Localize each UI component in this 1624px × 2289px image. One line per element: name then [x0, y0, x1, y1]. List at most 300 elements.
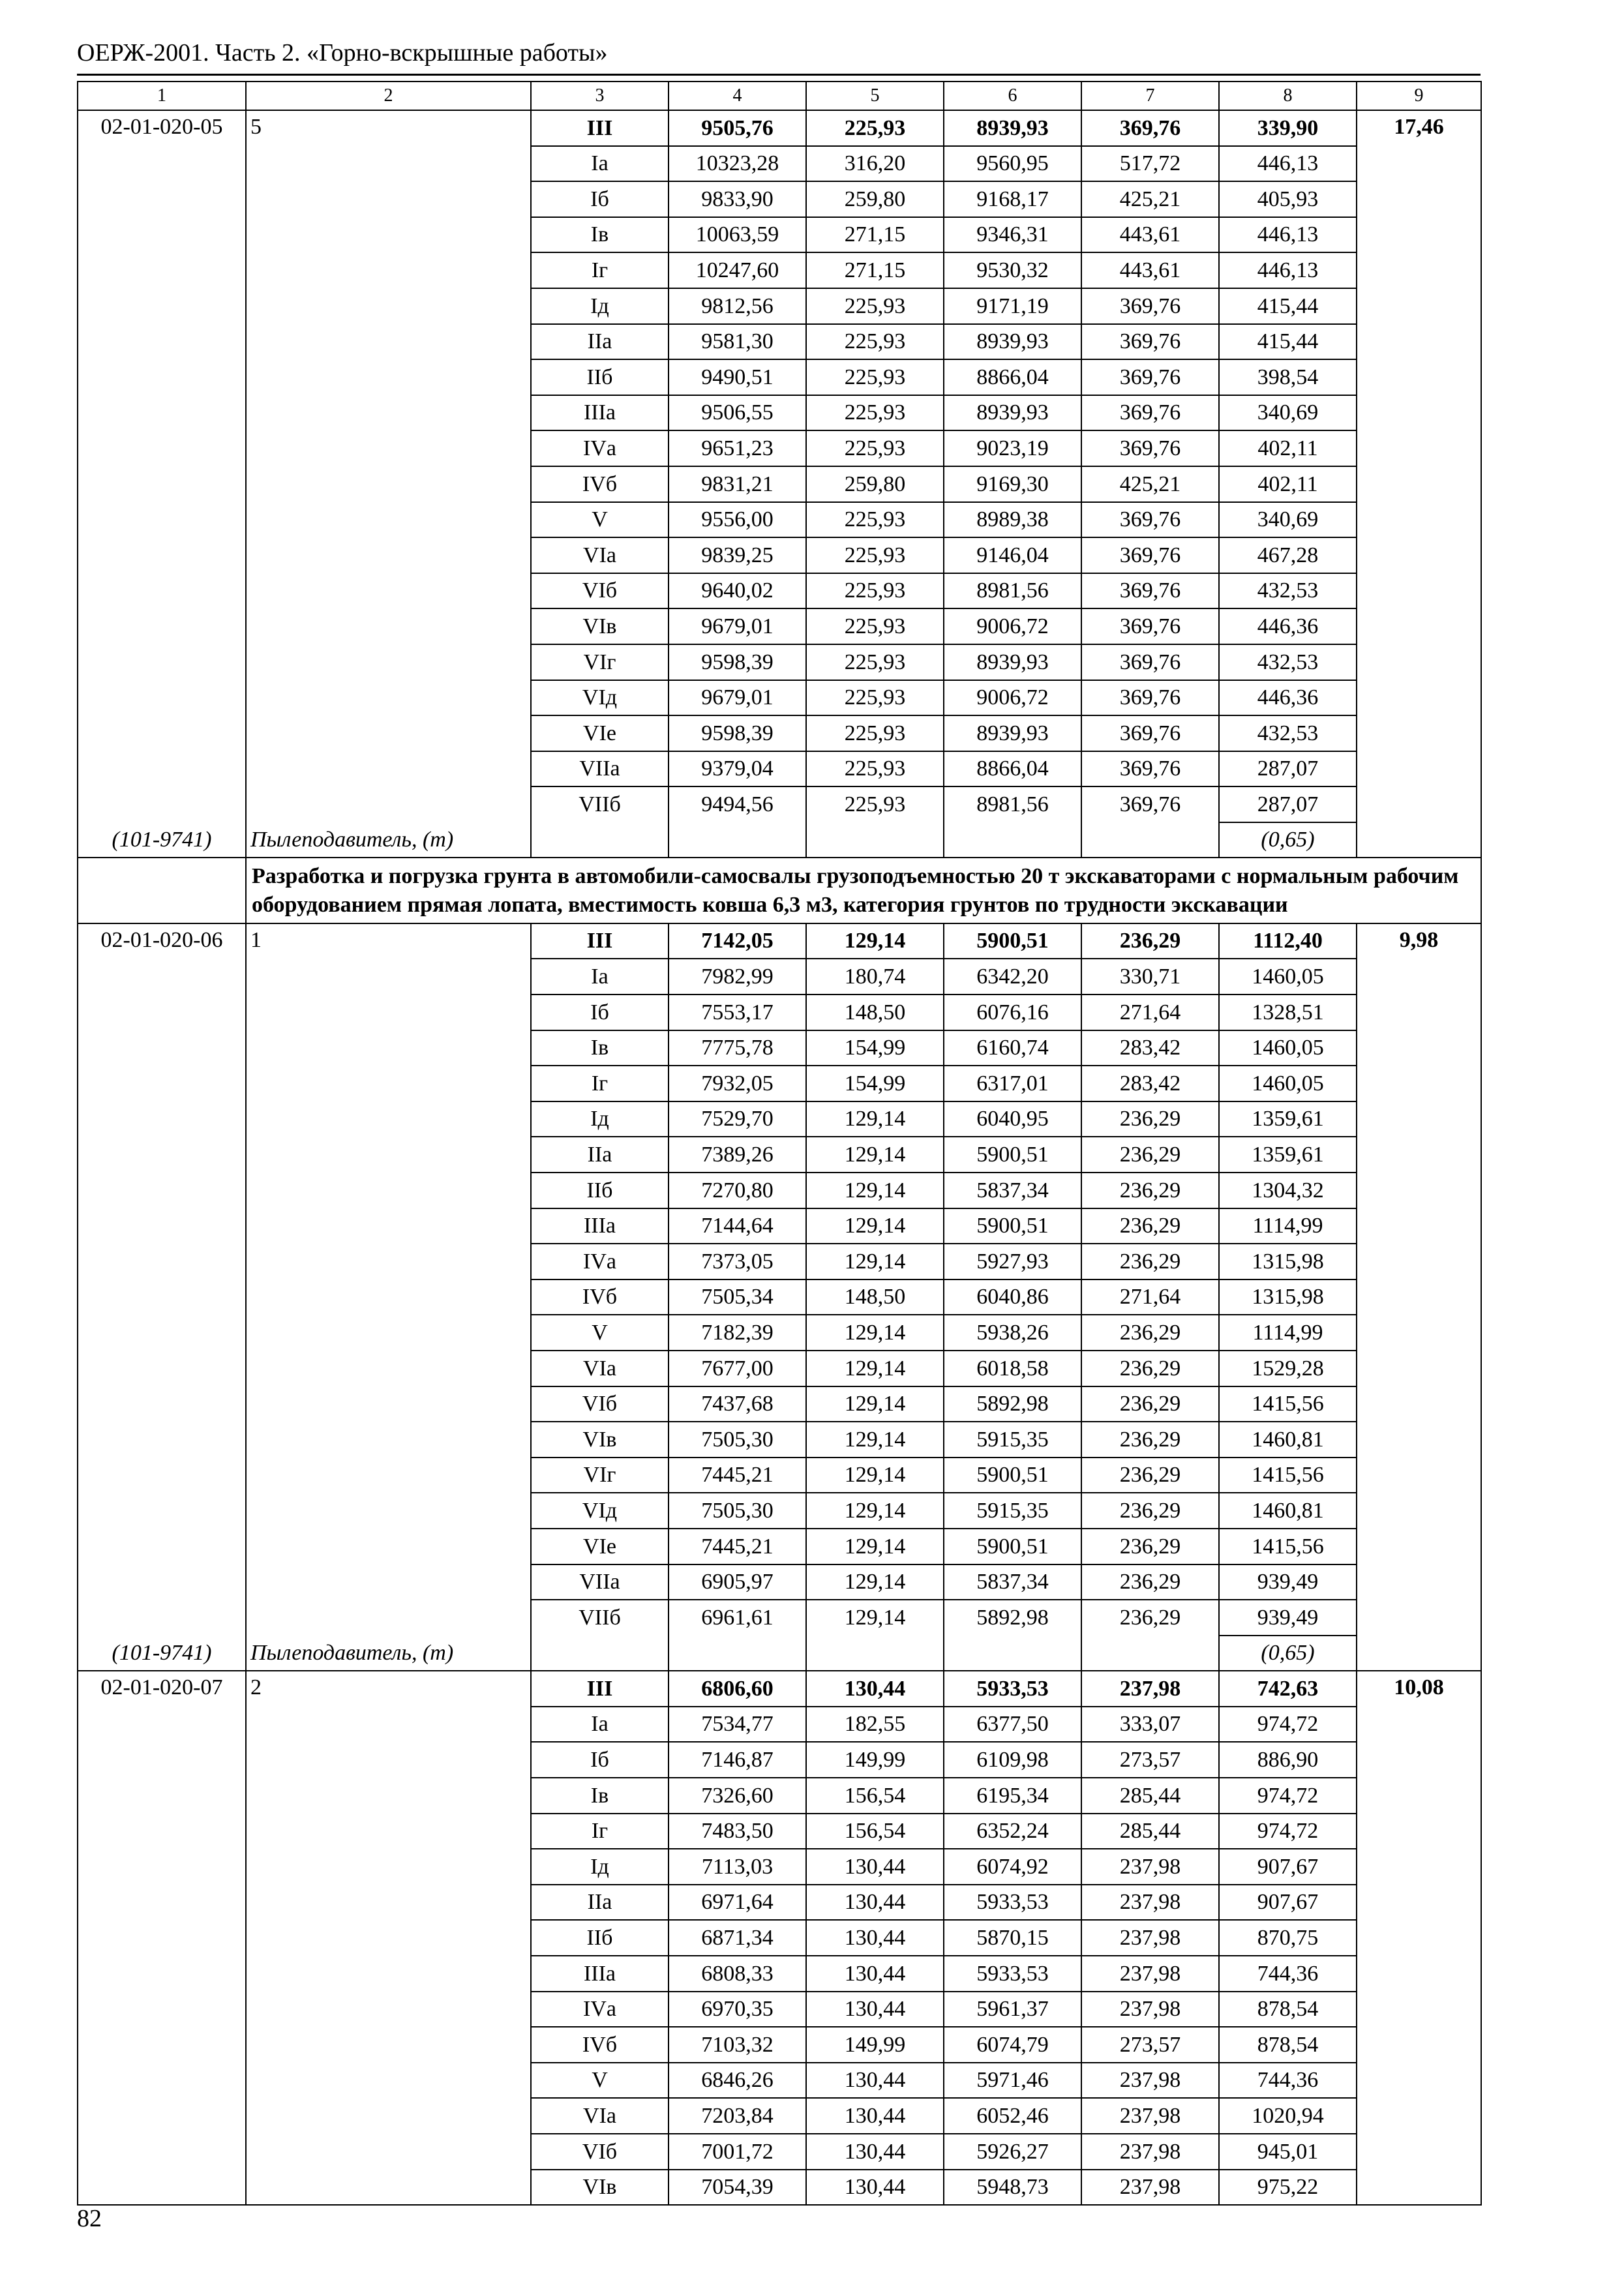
- rate-value: 340,69: [1219, 502, 1357, 538]
- rate-value: 236,29: [1081, 1529, 1219, 1564]
- rate-value: 129,14: [806, 1458, 944, 1493]
- rate-value: 432,53: [1219, 644, 1357, 680]
- rate-value: 7505,30: [669, 1493, 806, 1529]
- rate-value: 7113,03: [669, 1849, 806, 1885]
- rate-value: 5971,46: [944, 2063, 1081, 2099]
- soil-category: V: [531, 1315, 669, 1351]
- rate-value: 236,29: [1081, 1493, 1219, 1529]
- rate-value: 974,72: [1219, 1814, 1357, 1849]
- rate-value: 5915,35: [944, 1493, 1081, 1529]
- table-row: [78, 1671, 1481, 1707]
- rate-value: 273,57: [1081, 2027, 1219, 2063]
- rate-column-9: 17,46: [1357, 110, 1481, 858]
- rate-value: 225,93: [806, 395, 944, 431]
- rate-value: 7437,68: [669, 1386, 806, 1422]
- rate-value: 9812,56: [669, 288, 806, 324]
- rate-value: 225,93: [806, 786, 944, 822]
- rate-value: 907,67: [1219, 1849, 1357, 1885]
- rate-value: 237,98: [1081, 2170, 1219, 2206]
- rate-value: 425,21: [1081, 466, 1219, 502]
- rate-value: 5900,51: [944, 1529, 1081, 1564]
- rate-value: 1114,99: [1219, 1315, 1357, 1351]
- rate-value: 443,61: [1081, 252, 1219, 288]
- rate-value: 129,14: [806, 1173, 944, 1208]
- rate-value: 446,36: [1219, 680, 1357, 716]
- rate-value: 446,13: [1219, 252, 1357, 288]
- rate-value: 129,14: [806, 1600, 944, 1636]
- rate-value: 7534,77: [669, 1707, 806, 1743]
- rate-value: 6342,20: [944, 959, 1081, 995]
- soil-category: VIе: [531, 1529, 669, 1564]
- rate-column-9: 9,98: [1357, 923, 1481, 1671]
- rate-value: 148,50: [806, 995, 944, 1030]
- rate-value: 130,44: [806, 2134, 944, 2170]
- rate-value: 130,44: [806, 1671, 944, 1707]
- rate-value: 369,76: [1081, 395, 1219, 431]
- rate-value: 398,54: [1219, 359, 1357, 395]
- rate-value: 5900,51: [944, 1208, 1081, 1244]
- rate-value: 7270,80: [669, 1173, 806, 1208]
- rate-value: 283,42: [1081, 1066, 1219, 1101]
- rate-value: 369,76: [1081, 537, 1219, 573]
- column-number: 5: [806, 82, 944, 110]
- soil-category: VIа: [531, 1351, 669, 1386]
- rate-value: 225,93: [806, 537, 944, 573]
- rate-value: 129,14: [806, 1386, 944, 1422]
- rate-value: 1328,51: [1219, 995, 1357, 1030]
- rate-value: 886,90: [1219, 1742, 1357, 1778]
- table-row: [78, 110, 1481, 146]
- column-number: 8: [1219, 82, 1357, 110]
- column-number: 7: [1081, 82, 1219, 110]
- rate-value: 402,11: [1219, 430, 1357, 466]
- rate-value: 237,98: [1081, 2063, 1219, 2099]
- rate-value: 1460,81: [1219, 1493, 1357, 1529]
- rate-item-number: 5: [246, 110, 531, 822]
- rate-value: 5926,27: [944, 2134, 1081, 2170]
- rate-value: 432,53: [1219, 573, 1357, 609]
- soil-category: Iв: [531, 217, 669, 253]
- rate-value: 974,72: [1219, 1778, 1357, 1814]
- soil-category: IIб: [531, 359, 669, 395]
- rate-item-number: 2: [246, 1671, 531, 2205]
- rate-value: 1315,98: [1219, 1279, 1357, 1315]
- rate-value: 6074,79: [944, 2027, 1081, 2063]
- rate-value: 6377,50: [944, 1707, 1081, 1743]
- rate-value: 283,42: [1081, 1030, 1219, 1066]
- dust-suppressant-name: Пылеподавитель, (т): [246, 1636, 531, 1671]
- rate-value: 7529,70: [669, 1101, 806, 1137]
- rate-value: 9839,25: [669, 537, 806, 573]
- rate-value: 9494,56: [669, 786, 806, 822]
- rate-value: 9505,76: [669, 110, 806, 146]
- rate-value: 236,29: [1081, 1600, 1219, 1636]
- rate-value: 271,15: [806, 217, 944, 253]
- rate-value: 225,93: [806, 608, 944, 644]
- rate-value: 129,14: [806, 1493, 944, 1529]
- rate-value: 1415,56: [1219, 1458, 1357, 1493]
- empty-cell: [531, 1636, 669, 1671]
- soil-category: IVб: [531, 2027, 669, 2063]
- rate-value: 130,44: [806, 2170, 944, 2206]
- section-description: Разработка и погрузка грунта в автомобили-самосвалы грузоподъемностью 20 т экскаваторами с нормальным рабочим оборудованием прямая лопата, вместимость ковша 6,3 м3, категория грунтов по трудности экскавации: [246, 858, 1481, 923]
- rate-value: 225,93: [806, 644, 944, 680]
- rate-value: 1020,94: [1219, 2098, 1357, 2134]
- rate-value: 9171,19: [944, 288, 1081, 324]
- rate-value: 6195,34: [944, 1778, 1081, 1814]
- rate-value: 9598,39: [669, 715, 806, 751]
- soil-category: IVб: [531, 1279, 669, 1315]
- rate-value: 9346,31: [944, 217, 1081, 253]
- empty-cell: [944, 1636, 1081, 1671]
- rate-value: 1304,32: [1219, 1173, 1357, 1208]
- rate-value: 9598,39: [669, 644, 806, 680]
- dust-suppressant-code: (101-9741): [78, 822, 246, 858]
- rate-value: 5933,53: [944, 1671, 1081, 1707]
- rate-value: 7144,64: [669, 1208, 806, 1244]
- empty-cell: [806, 1636, 944, 1671]
- rate-value: 225,93: [806, 751, 944, 787]
- rate-value: 236,29: [1081, 1137, 1219, 1173]
- rate-value: 6160,74: [944, 1030, 1081, 1066]
- rate-value: 878,54: [1219, 1992, 1357, 2027]
- rate-value: 237,98: [1081, 1885, 1219, 1921]
- rate-value: 415,44: [1219, 324, 1357, 360]
- rate-value: 10323,28: [669, 146, 806, 182]
- rate-value: 225,93: [806, 324, 944, 360]
- rate-value: 6871,34: [669, 1920, 806, 1956]
- rate-value: 8939,93: [944, 644, 1081, 680]
- rate-code: 02-01-020-07: [78, 1671, 246, 2205]
- soil-category: VIв: [531, 2170, 669, 2206]
- rate-value: 402,11: [1219, 466, 1357, 502]
- rate-value: 129,14: [806, 1315, 944, 1351]
- column-number: 1: [78, 82, 246, 110]
- rate-value: 154,99: [806, 1030, 944, 1066]
- rate-value: 9651,23: [669, 430, 806, 466]
- rate-value: 130,44: [806, 1956, 944, 1992]
- rate-value: 7142,05: [669, 923, 806, 959]
- rate-value: 6971,64: [669, 1885, 806, 1921]
- rate-value: 237,98: [1081, 1956, 1219, 1992]
- rate-value: 225,93: [806, 715, 944, 751]
- rate-value: 148,50: [806, 1279, 944, 1315]
- rate-value: 259,80: [806, 181, 944, 217]
- soil-category: III: [531, 923, 669, 959]
- rate-value: 369,76: [1081, 751, 1219, 787]
- rate-value: 129,14: [806, 1351, 944, 1386]
- rate-value: 6806,60: [669, 1671, 806, 1707]
- soil-category: IIа: [531, 324, 669, 360]
- rate-value: 425,21: [1081, 181, 1219, 217]
- rate-value: 7483,50: [669, 1814, 806, 1849]
- soil-category: Iб: [531, 995, 669, 1030]
- header-divider: [77, 74, 1481, 76]
- rate-value: 870,75: [1219, 1920, 1357, 1956]
- rate-value: 236,29: [1081, 1208, 1219, 1244]
- rate-value: 129,14: [806, 1422, 944, 1458]
- rate-value: 9560,95: [944, 146, 1081, 182]
- soil-category: VIа: [531, 537, 669, 573]
- rate-value: 287,07: [1219, 786, 1357, 822]
- empty-cell: [669, 1636, 806, 1671]
- rate-value: 130,44: [806, 1920, 944, 1956]
- rate-value: 236,29: [1081, 1422, 1219, 1458]
- rate-value: 6846,26: [669, 2063, 806, 2099]
- soil-category: Iв: [531, 1778, 669, 1814]
- rate-value: 271,64: [1081, 995, 1219, 1030]
- rate-value: 271,15: [806, 252, 944, 288]
- rate-item-number: 1: [246, 923, 531, 1636]
- rate-value: 446,13: [1219, 146, 1357, 182]
- rate-value: 6076,16: [944, 995, 1081, 1030]
- rate-value: 5837,34: [944, 1173, 1081, 1208]
- rate-value: 7146,87: [669, 1742, 806, 1778]
- soil-category: IVа: [531, 1244, 669, 1279]
- rate-value: 237,98: [1081, 2134, 1219, 2170]
- rate-value: 225,93: [806, 680, 944, 716]
- page-title: ОЕРЖ-2001. Часть 2. «Горно-вскрышные работы»: [77, 39, 608, 67]
- rate-value: 369,76: [1081, 110, 1219, 146]
- rate-value: 1415,56: [1219, 1386, 1357, 1422]
- soil-category: Iд: [531, 288, 669, 324]
- rate-value: 369,76: [1081, 715, 1219, 751]
- rate-value: 945,01: [1219, 2134, 1357, 2170]
- rate-value: 1114,99: [1219, 1208, 1357, 1244]
- rate-value: 129,14: [806, 923, 944, 959]
- rate-value: 1112,40: [1219, 923, 1357, 959]
- rate-value: 285,44: [1081, 1814, 1219, 1849]
- rate-value: 7982,99: [669, 959, 806, 995]
- rate-value: 236,29: [1081, 1351, 1219, 1386]
- soil-category: VIб: [531, 1386, 669, 1422]
- rate-value: 129,14: [806, 1529, 944, 1564]
- rate-value: 154,99: [806, 1066, 944, 1101]
- rate-value: 129,14: [806, 1137, 944, 1173]
- soil-category: VIб: [531, 573, 669, 609]
- rate-value: 236,29: [1081, 1458, 1219, 1493]
- soil-category: IIIа: [531, 395, 669, 431]
- rate-value: 7373,05: [669, 1244, 806, 1279]
- soil-category: VIв: [531, 608, 669, 644]
- rate-value: 369,76: [1081, 288, 1219, 324]
- rate-value: 236,29: [1081, 1101, 1219, 1137]
- rate-value: 7103,32: [669, 2027, 806, 2063]
- empty-cell: [78, 858, 246, 923]
- rate-value: 8939,93: [944, 395, 1081, 431]
- rate-value: 9168,17: [944, 181, 1081, 217]
- rate-value: 975,22: [1219, 2170, 1357, 2206]
- soil-category: IIб: [531, 1173, 669, 1208]
- rate-value: 9833,90: [669, 181, 806, 217]
- rate-value: 1460,81: [1219, 1422, 1357, 1458]
- rate-value: 10063,59: [669, 217, 806, 253]
- soil-category: VIIа: [531, 1564, 669, 1600]
- rate-value: 333,07: [1081, 1707, 1219, 1743]
- rate-value: 369,76: [1081, 680, 1219, 716]
- rate-value: 8939,93: [944, 715, 1081, 751]
- rate-value: 9379,04: [669, 751, 806, 787]
- rate-value: 5933,53: [944, 1885, 1081, 1921]
- column-number-row: [78, 82, 1481, 110]
- rate-value: 907,67: [1219, 1885, 1357, 1921]
- column-number: 9: [1357, 82, 1481, 110]
- rate-value: 1415,56: [1219, 1529, 1357, 1564]
- rate-value: 1359,61: [1219, 1101, 1357, 1137]
- soil-category: Iб: [531, 1742, 669, 1778]
- rate-value: 1315,98: [1219, 1244, 1357, 1279]
- rate-value: 316,20: [806, 146, 944, 182]
- rate-value: 369,76: [1081, 573, 1219, 609]
- rate-value: 9490,51: [669, 359, 806, 395]
- rate-value: 5938,26: [944, 1315, 1081, 1351]
- rate-value: 878,54: [1219, 2027, 1357, 2063]
- rate-value: 432,53: [1219, 715, 1357, 751]
- rate-value: 9146,04: [944, 537, 1081, 573]
- rate-value: 225,93: [806, 502, 944, 538]
- rate-value: 6074,92: [944, 1849, 1081, 1885]
- rate-value: 129,14: [806, 1564, 944, 1600]
- rate-value: 287,07: [1219, 751, 1357, 787]
- rate-value: 225,93: [806, 359, 944, 395]
- column-number: 2: [246, 82, 531, 110]
- rate-value: 7775,78: [669, 1030, 806, 1066]
- rate-value: 130,44: [806, 2063, 944, 2099]
- rate-value: 1529,28: [1219, 1351, 1357, 1386]
- rate-value: 236,29: [1081, 1315, 1219, 1351]
- soil-category: VIг: [531, 1458, 669, 1493]
- rate-value: 237,98: [1081, 2098, 1219, 2134]
- soil-category: Iа: [531, 1707, 669, 1743]
- soil-category: VIв: [531, 1422, 669, 1458]
- column-number: 4: [669, 82, 806, 110]
- rate-value: 285,44: [1081, 1778, 1219, 1814]
- rate-value: 7445,21: [669, 1458, 806, 1493]
- rate-value: 9169,30: [944, 466, 1081, 502]
- rate-value: 7505,34: [669, 1279, 806, 1315]
- rate-value: 8866,04: [944, 751, 1081, 787]
- soil-category: Iв: [531, 1030, 669, 1066]
- rate-value: 369,76: [1081, 786, 1219, 822]
- empty-cell: [1081, 1636, 1219, 1671]
- rate-value: 7182,39: [669, 1315, 806, 1351]
- dust-suppressant-row: [78, 1636, 1481, 1671]
- rate-value: 237,98: [1081, 1849, 1219, 1885]
- rate-value: 5900,51: [944, 923, 1081, 959]
- empty-cell: [944, 822, 1081, 858]
- soil-category: VIIб: [531, 1600, 669, 1636]
- section-description-row: [78, 858, 1481, 923]
- rate-value: 9831,21: [669, 466, 806, 502]
- soil-category: IVб: [531, 466, 669, 502]
- rate-value: 8981,56: [944, 786, 1081, 822]
- soil-category: III: [531, 1671, 669, 1707]
- rate-value: 6052,46: [944, 2098, 1081, 2134]
- rate-value: 236,29: [1081, 1386, 1219, 1422]
- rate-value: 7389,26: [669, 1137, 806, 1173]
- rate-value: 5915,35: [944, 1422, 1081, 1458]
- rate-value: 6317,01: [944, 1066, 1081, 1101]
- rate-value: 6352,24: [944, 1814, 1081, 1849]
- soil-category: VIд: [531, 1493, 669, 1529]
- dust-suppressant-code: (101-9741): [78, 1636, 246, 1671]
- soil-category: Iб: [531, 181, 669, 217]
- rate-value: 149,99: [806, 2027, 944, 2063]
- soil-category: VIб: [531, 2134, 669, 2170]
- soil-category: VIе: [531, 715, 669, 751]
- soil-category: VIIа: [531, 751, 669, 787]
- rate-value: 236,29: [1081, 1244, 1219, 1279]
- rate-value: 517,72: [1081, 146, 1219, 182]
- soil-category: VIд: [531, 680, 669, 716]
- rate-value: 369,76: [1081, 430, 1219, 466]
- rate-value: 156,54: [806, 1778, 944, 1814]
- rate-value: 10247,60: [669, 252, 806, 288]
- rate-value: 415,44: [1219, 288, 1357, 324]
- rate-value: 7505,30: [669, 1422, 806, 1458]
- rate-value: 6808,33: [669, 1956, 806, 1992]
- rate-value: 129,14: [806, 1208, 944, 1244]
- rate-value: 340,69: [1219, 395, 1357, 431]
- soil-category: Iа: [531, 146, 669, 182]
- rate-value: 5837,34: [944, 1564, 1081, 1600]
- rate-value: 273,57: [1081, 1742, 1219, 1778]
- rate-value: 9506,55: [669, 395, 806, 431]
- rate-column-9: 10,08: [1357, 1671, 1481, 2205]
- dust-suppressant-coefficient: (0,65): [1219, 1636, 1357, 1671]
- soil-category: VIIб: [531, 786, 669, 822]
- rate-value: 467,28: [1219, 537, 1357, 573]
- rate-value: 1460,05: [1219, 1066, 1357, 1101]
- rate-value: 7326,60: [669, 1778, 806, 1814]
- soil-category: Iд: [531, 1101, 669, 1137]
- rate-value: 1460,05: [1219, 959, 1357, 995]
- rate-value: 225,93: [806, 110, 944, 146]
- rate-value: 5948,73: [944, 2170, 1081, 2206]
- rate-value: 9556,00: [669, 502, 806, 538]
- page-number: 82: [77, 2205, 102, 2232]
- rate-value: 974,72: [1219, 1707, 1357, 1743]
- rate-value: 369,76: [1081, 359, 1219, 395]
- rate-value: 236,29: [1081, 1173, 1219, 1208]
- rate-value: 156,54: [806, 1814, 944, 1849]
- rate-value: 8939,93: [944, 324, 1081, 360]
- rate-value: 7054,39: [669, 2170, 806, 2206]
- soil-category: IVа: [531, 1992, 669, 2027]
- soil-category: Iд: [531, 1849, 669, 1885]
- rate-value: 182,55: [806, 1707, 944, 1743]
- column-number: 3: [531, 82, 669, 110]
- soil-category: Iг: [531, 1814, 669, 1849]
- rate-value: 446,36: [1219, 608, 1357, 644]
- dust-suppressant-coefficient: (0,65): [1219, 822, 1357, 858]
- rate-value: 744,36: [1219, 1956, 1357, 1992]
- rate-value: 129,14: [806, 1101, 944, 1137]
- rate-value: 5870,15: [944, 1920, 1081, 1956]
- rate-value: 8866,04: [944, 359, 1081, 395]
- rate-value: 149,99: [806, 1742, 944, 1778]
- dust-suppressant-name: Пылеподавитель, (т): [246, 822, 531, 858]
- soil-category: V: [531, 502, 669, 538]
- rate-value: 9581,30: [669, 324, 806, 360]
- soil-category: V: [531, 2063, 669, 2099]
- soil-category: IIIа: [531, 1956, 669, 1992]
- rate-code: 02-01-020-05: [78, 110, 246, 822]
- rate-value: 939,49: [1219, 1564, 1357, 1600]
- rate-value: 130,44: [806, 1849, 944, 1885]
- rate-value: 9679,01: [669, 608, 806, 644]
- rate-value: 130,44: [806, 2098, 944, 2134]
